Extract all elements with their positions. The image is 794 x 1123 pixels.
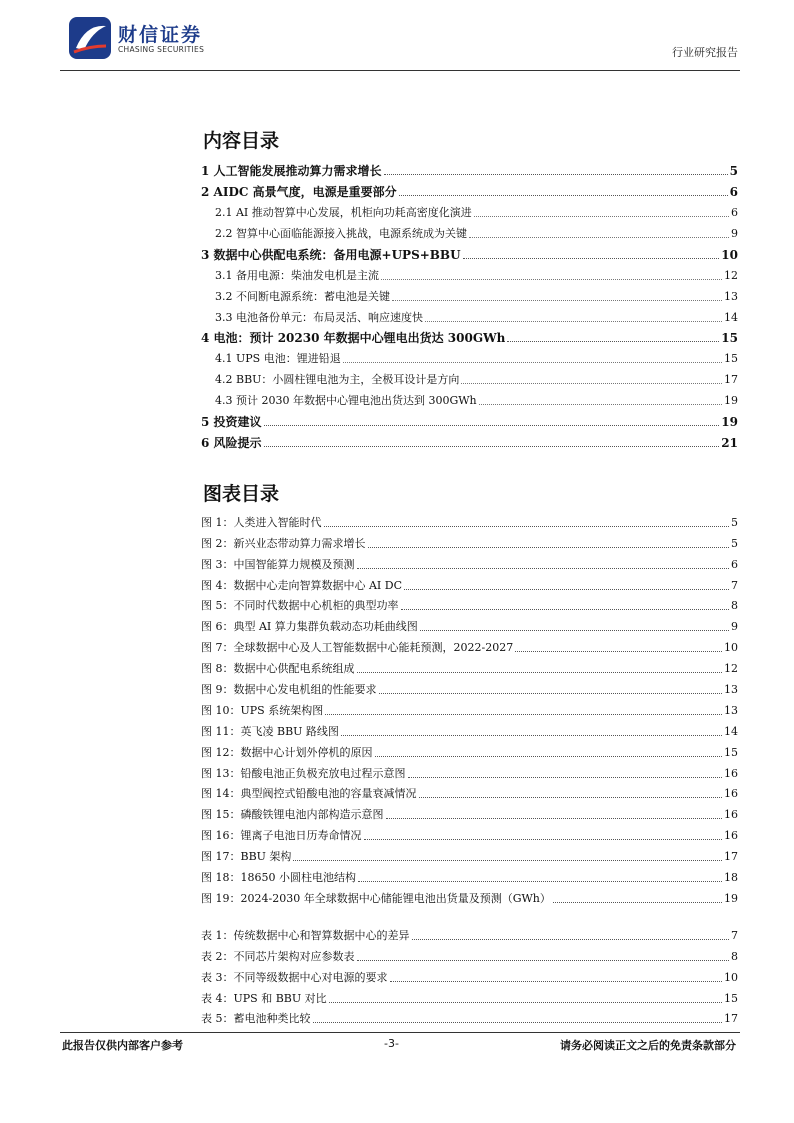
figure-entry-text: 图 16：锂离子电池日历寿命情况 bbox=[201, 829, 362, 843]
report-type: 行业研究报告 bbox=[672, 46, 738, 59]
dot-leader bbox=[375, 756, 723, 757]
footer-divider bbox=[60, 1032, 740, 1033]
figure-entry[interactable] bbox=[201, 530, 738, 551]
dot-leader bbox=[412, 939, 730, 940]
dot-leader bbox=[325, 714, 722, 715]
toc-entry[interactable] bbox=[201, 304, 738, 325]
toc-entry[interactable] bbox=[201, 408, 738, 429]
toc-entry-page: 19 bbox=[721, 415, 738, 430]
dot-leader bbox=[264, 446, 720, 447]
dot-leader bbox=[357, 960, 730, 961]
figure-entry[interactable] bbox=[201, 864, 738, 885]
figure-entry-page: 18 bbox=[724, 871, 738, 885]
dot-leader bbox=[390, 981, 723, 982]
figure-entry[interactable] bbox=[201, 509, 738, 530]
dot-leader bbox=[461, 383, 722, 384]
figure-entry-text: 图 12：数据中心计划外停机的原因 bbox=[201, 745, 373, 759]
footer-right: 请务必阅读正文之后的免责条款部分 bbox=[560, 1039, 736, 1052]
figure-entry[interactable] bbox=[201, 718, 738, 739]
figure-entry[interactable] bbox=[201, 572, 738, 593]
page-header bbox=[60, 14, 740, 72]
table-entry[interactable] bbox=[201, 943, 738, 964]
figure-entry-text: 图 1：人类进入智能时代 bbox=[201, 515, 322, 529]
figure-entry-page: 5 bbox=[731, 536, 738, 550]
dot-leader bbox=[293, 860, 722, 861]
dot-leader bbox=[343, 362, 722, 363]
toc-entry-page: 13 bbox=[724, 289, 738, 303]
table-entry-page: 17 bbox=[724, 1012, 738, 1026]
toc-entry-text: 6 风险提示 bbox=[201, 436, 262, 451]
toc-entry-page: 6 bbox=[731, 205, 738, 219]
toc-entry-text: 1 人工智能发展推动算力需求增长 bbox=[201, 163, 382, 178]
figure-entry[interactable] bbox=[201, 822, 738, 843]
toc-entry[interactable] bbox=[201, 220, 738, 241]
figure-entry-text: 图 5：不同时代数据中心机柜的典型功率 bbox=[201, 599, 399, 613]
toc-entry-page: 5 bbox=[729, 163, 738, 178]
dot-leader bbox=[341, 735, 722, 736]
dot-leader bbox=[479, 404, 722, 405]
figure-entry[interactable] bbox=[201, 697, 738, 718]
page-number: -3- bbox=[384, 1037, 399, 1050]
figure-entry-text: 图 6：典型 AI 算力集群负载动态功耗曲线图 bbox=[201, 620, 418, 634]
toc-entry-text: 4.3 预计 2030 年数据中心锂电池出货达到 300GWh bbox=[215, 394, 477, 408]
company-name: 财信证券 bbox=[118, 24, 203, 46]
figure-entry-page: 14 bbox=[724, 724, 738, 738]
table-entry-page: 7 bbox=[731, 928, 738, 942]
figure-entry-text: 图 14：典型阀控式铅酸电池的容量衰减情况 bbox=[201, 787, 417, 801]
figure-entry-page: 16 bbox=[724, 808, 738, 822]
figure-entry-text: 图 10：UPS 系统架构图 bbox=[201, 703, 324, 717]
figure-entry-page: 19 bbox=[724, 891, 738, 905]
figure-entry-page: 5 bbox=[731, 515, 738, 529]
figure-entry[interactable] bbox=[201, 801, 738, 822]
figure-entry[interactable] bbox=[201, 760, 738, 781]
figure-entry-page: 16 bbox=[724, 766, 738, 780]
dot-leader bbox=[313, 1022, 723, 1023]
table-entry-page: 8 bbox=[731, 949, 738, 963]
dot-leader bbox=[515, 651, 722, 652]
table-entry[interactable] bbox=[201, 985, 738, 1006]
dot-leader bbox=[368, 547, 730, 548]
table-entry-text: 表 3：不同等级数据中心对电源的要求 bbox=[201, 970, 388, 984]
dot-leader bbox=[379, 693, 723, 694]
toc-title: 内容目录 bbox=[203, 130, 280, 152]
figure-entry-page: 13 bbox=[724, 683, 738, 697]
table-entry-text: 表 2：不同芯片架构对应参数表 bbox=[201, 949, 355, 963]
figure-entry-page: 12 bbox=[724, 662, 738, 676]
toc-entry-page: 21 bbox=[721, 436, 738, 451]
toc-entry[interactable] bbox=[201, 178, 738, 199]
figures-title: 图表目录 bbox=[203, 483, 280, 505]
figure-entry-text: 图 19：2024-2030 年全球数据中心储能锂电池出货量及预测（GWh） bbox=[201, 891, 551, 905]
toc-entry[interactable] bbox=[201, 157, 738, 178]
figure-entry-page: 10 bbox=[724, 641, 738, 655]
figure-entry-text: 图 13：铅酸电池正负极充放电过程示意图 bbox=[201, 766, 406, 780]
toc-entry[interactable] bbox=[201, 429, 738, 450]
figure-entry[interactable] bbox=[201, 634, 738, 655]
toc-entry-page: 12 bbox=[724, 268, 738, 282]
dot-leader bbox=[408, 777, 723, 778]
figure-entry-text: 图 17：BBU 架构 bbox=[201, 850, 292, 864]
figure-entry[interactable] bbox=[201, 885, 738, 906]
figure-entry-text: 图 2：新兴业态带动算力需求增长 bbox=[201, 536, 366, 550]
toc-entry-text: 3.3 电池备份单元：布局灵活、响应速度快 bbox=[215, 310, 423, 324]
table-entry-page: 15 bbox=[724, 991, 738, 1005]
figure-entry-page: 16 bbox=[724, 787, 738, 801]
dot-leader bbox=[364, 839, 723, 840]
table-entry-text: 表 4：UPS 和 BBU 对比 bbox=[201, 991, 327, 1005]
figure-entry-page: 7 bbox=[731, 578, 738, 592]
figure-entry-page: 17 bbox=[724, 850, 738, 864]
tables-list bbox=[201, 922, 738, 1026]
toc-entry-page: 15 bbox=[721, 331, 738, 346]
figure-entry-page: 16 bbox=[724, 829, 738, 843]
company-logo-icon bbox=[68, 16, 112, 60]
dot-leader bbox=[357, 672, 723, 673]
dot-leader bbox=[469, 237, 729, 238]
toc-entry[interactable] bbox=[201, 325, 738, 346]
toc-entry-page: 15 bbox=[724, 352, 738, 366]
table-entry[interactable] bbox=[201, 964, 738, 985]
toc-entry-text: 3.2 不间断电源系统：蓄电池是关键 bbox=[215, 289, 390, 303]
company-name-en: CHASING SECURITIES bbox=[118, 45, 205, 54]
toc-entry-text: 3 数据中心供配电系统：备用电源+UPS+BBU bbox=[201, 247, 461, 262]
toc-entry-text: 4.1 UPS 电池：锂进铅退 bbox=[215, 352, 341, 366]
dot-leader bbox=[425, 321, 722, 322]
figure-entry[interactable] bbox=[201, 781, 738, 802]
figure-entry-text: 图 11：英飞凌 BBU 路线图 bbox=[201, 724, 339, 738]
figure-entry-text: 图 9：数据中心发电机组的性能要求 bbox=[201, 683, 377, 697]
toc-entry[interactable] bbox=[201, 241, 738, 262]
dot-leader bbox=[401, 609, 730, 610]
toc-entry-page: 9 bbox=[731, 226, 738, 240]
toc-entry-text: 2 AIDC 高景气度，电源是重要部分 bbox=[201, 184, 397, 199]
figure-entry[interactable] bbox=[201, 739, 738, 760]
toc-entry-page: 17 bbox=[724, 373, 738, 387]
dot-leader bbox=[474, 216, 729, 217]
dot-leader bbox=[507, 341, 719, 342]
dot-leader bbox=[324, 526, 730, 527]
dot-leader bbox=[399, 195, 728, 196]
toc-entry-page: 14 bbox=[724, 310, 738, 324]
dot-leader bbox=[463, 258, 720, 259]
dot-leader bbox=[420, 630, 729, 631]
figure-entry[interactable] bbox=[201, 655, 738, 676]
dot-leader bbox=[392, 300, 722, 301]
dot-leader bbox=[553, 902, 722, 903]
dot-leader bbox=[264, 425, 720, 426]
toc-entry[interactable] bbox=[201, 387, 738, 408]
table-entry-text: 表 5：蓄电池种类比较 bbox=[201, 1012, 311, 1026]
company-logo bbox=[68, 16, 268, 62]
figure-entry-text: 图 8：数据中心供配电系统组成 bbox=[201, 662, 355, 676]
toc-entry-page: 6 bbox=[729, 184, 738, 199]
toc-entry-text: 2.1 AI 推动智算中心发展，机柜向功耗高密度化演进 bbox=[215, 205, 472, 219]
toc-entry[interactable] bbox=[201, 345, 738, 366]
toc-entry[interactable] bbox=[201, 366, 738, 387]
table-entry-text: 表 1：传统数据中心和智算数据中心的差异 bbox=[201, 928, 410, 942]
dot-leader bbox=[419, 797, 723, 798]
toc-entry-text: 2.2 智算中心面临能源接入挑战，电源系统成为关键 bbox=[215, 226, 467, 240]
dot-leader bbox=[381, 279, 722, 280]
toc-entry-text: 4 电池：预计 20230 年数据中心锂电出货达 300GWh bbox=[201, 331, 506, 346]
figure-entry-page: 8 bbox=[731, 599, 738, 613]
figure-entry[interactable] bbox=[201, 843, 738, 864]
figure-entry[interactable] bbox=[201, 613, 738, 634]
figure-entry-text: 图 15：磷酸铁锂电池内部构造示意图 bbox=[201, 808, 384, 822]
toc-entry-text: 3.1 备用电源：柴油发电机是主流 bbox=[215, 268, 379, 282]
figures-list bbox=[201, 509, 738, 906]
toc-entry[interactable] bbox=[201, 262, 738, 283]
dot-leader bbox=[386, 818, 723, 819]
table-entry[interactable] bbox=[201, 922, 738, 943]
figure-entry-text: 图 7：全球数据中心及人工智能数据中心能耗预测，2022-2027 bbox=[201, 641, 514, 655]
toc-entry[interactable] bbox=[201, 199, 738, 220]
figure-entry[interactable] bbox=[201, 676, 738, 697]
figure-entry-text: 图 18：18650 小圆柱电池结构 bbox=[201, 871, 356, 885]
dot-leader bbox=[357, 568, 730, 569]
footer-left: 此报告仅供内部客户参考 bbox=[62, 1039, 183, 1052]
dot-leader bbox=[404, 589, 729, 590]
header-divider bbox=[60, 70, 740, 71]
toc-entry[interactable] bbox=[201, 283, 738, 304]
dot-leader bbox=[384, 174, 728, 175]
dot-leader bbox=[358, 881, 722, 882]
dot-leader bbox=[329, 1002, 722, 1003]
toc-entry-page: 10 bbox=[721, 247, 738, 262]
figure-entry-page: 6 bbox=[731, 557, 738, 571]
figure-entry-page: 13 bbox=[724, 703, 738, 717]
table-entry-page: 10 bbox=[724, 970, 738, 984]
toc-list bbox=[201, 157, 738, 450]
figure-entry-page: 15 bbox=[724, 745, 738, 759]
toc-entry-page: 19 bbox=[724, 394, 738, 408]
toc-entry-text: 4.2 BBU：小圆柱锂电池为主，全极耳设计是方向 bbox=[215, 373, 460, 387]
figure-entry[interactable] bbox=[201, 593, 738, 614]
figure-entry[interactable] bbox=[201, 551, 738, 572]
toc-entry-text: 5 投资建议 bbox=[201, 415, 262, 430]
figure-entry-text: 图 4：数据中心走向智算数据中心 AI DC bbox=[201, 578, 403, 592]
table-entry[interactable] bbox=[201, 1006, 738, 1027]
figure-entry-page: 9 bbox=[731, 620, 738, 634]
figure-entry-text: 图 3：中国智能算力规模及预测 bbox=[201, 557, 355, 571]
